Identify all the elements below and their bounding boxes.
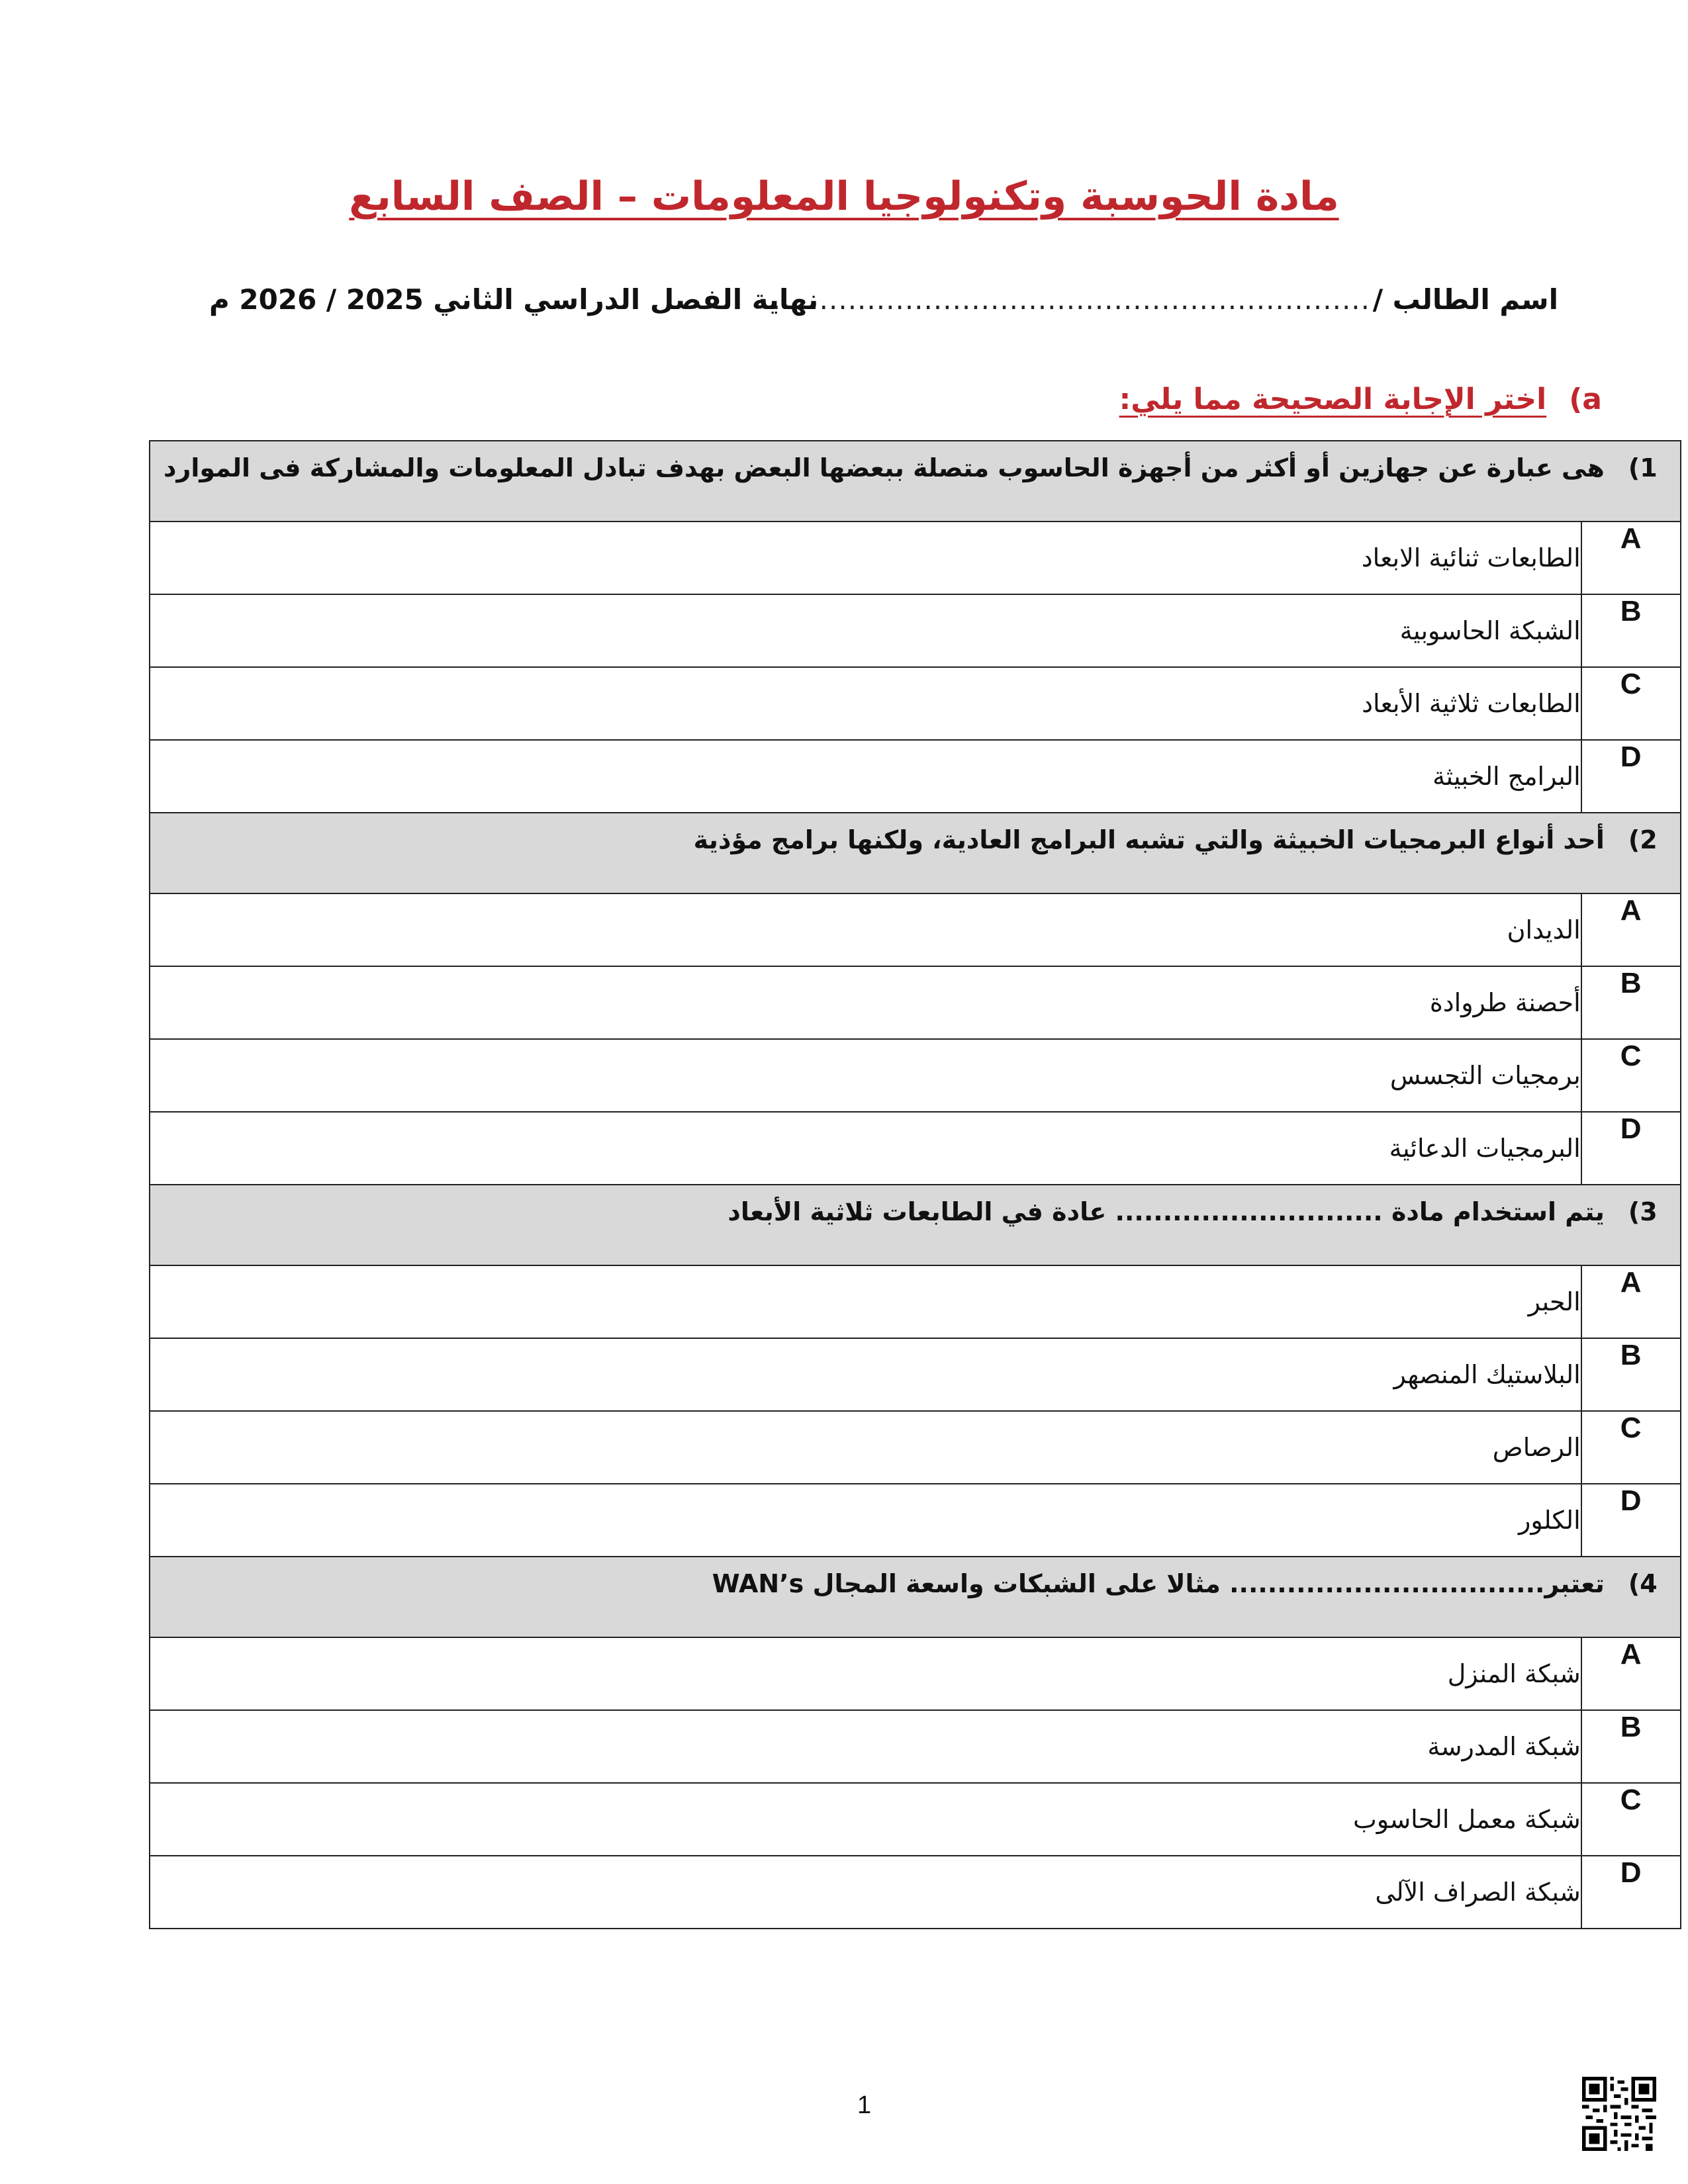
student-name-blank: ............................................................... bbox=[771, 283, 1370, 316]
option-letter: A bbox=[1581, 522, 1681, 594]
option-text: شبكة المدرسة bbox=[150, 1710, 1581, 1783]
option-row[interactable] bbox=[150, 1112, 1681, 1185]
option-letter: A bbox=[1581, 1637, 1681, 1710]
option-row[interactable] bbox=[150, 893, 1681, 966]
option-letter: C bbox=[1581, 1039, 1681, 1112]
option-letter: B bbox=[1581, 1338, 1681, 1411]
question-row bbox=[150, 1557, 1681, 1637]
section-instruction: اختر الإجابة الصحيحة مما يلي: bbox=[1119, 383, 1547, 416]
option-text: برمجيات التجسس bbox=[150, 1039, 1581, 1112]
option-letter: D bbox=[1581, 740, 1681, 813]
option-letter: D bbox=[1581, 1112, 1681, 1185]
option-text: الطابعات ثلاثية الأبعاد bbox=[150, 667, 1581, 740]
option-row[interactable] bbox=[150, 1411, 1681, 1484]
question-text: 3)يتم استخدام مادة ............................ عادة في الطابعات ثلاثية الأبعاد bbox=[727, 1197, 1658, 1226]
page-title: مادة الحوسبة وتكنولوجيا المعلومات – الصف السابع bbox=[349, 173, 1339, 220]
option-letter: B bbox=[1581, 594, 1681, 667]
option-text: الكلور bbox=[150, 1484, 1581, 1557]
option-letter: D bbox=[1581, 1484, 1681, 1557]
option-row[interactable] bbox=[150, 594, 1681, 667]
section-letter: a) bbox=[1569, 383, 1602, 416]
option-row[interactable] bbox=[150, 1265, 1681, 1338]
option-row[interactable] bbox=[150, 1783, 1681, 1856]
page-number: 1 bbox=[857, 2091, 872, 2119]
option-row[interactable] bbox=[150, 667, 1681, 740]
student-name-label: اسم الطالب / bbox=[1372, 283, 1558, 316]
question-row bbox=[150, 813, 1681, 893]
option-letter: D bbox=[1581, 1856, 1681, 1929]
qr-code-icon bbox=[1582, 2077, 1656, 2151]
question-number: 4) bbox=[1628, 1569, 1658, 1598]
option-text: الديدان bbox=[150, 893, 1581, 966]
question-number: 3) bbox=[1628, 1197, 1658, 1226]
option-text: شبكة معمل الحاسوب bbox=[150, 1783, 1581, 1856]
question-row bbox=[150, 1185, 1681, 1265]
question-text: 4)تعتبر................................. مثالا على الشبكات واسعة المجال WAN’s bbox=[712, 1569, 1658, 1598]
option-text: الحبر bbox=[150, 1265, 1581, 1338]
option-letter: C bbox=[1581, 1411, 1681, 1484]
option-text: شبكة المنزل bbox=[150, 1637, 1581, 1710]
option-row[interactable] bbox=[150, 1710, 1681, 1783]
option-letter: B bbox=[1581, 1710, 1681, 1783]
option-letter: B bbox=[1581, 966, 1681, 1039]
option-text: البرامج الخبيثة bbox=[150, 740, 1581, 813]
option-letter: C bbox=[1581, 1783, 1681, 1856]
term-label: نهاية الفصل الدراسي الثاني 2025 / 2026 م bbox=[209, 283, 819, 316]
option-row[interactable] bbox=[150, 522, 1681, 594]
option-row[interactable] bbox=[150, 1484, 1681, 1557]
option-letter: A bbox=[1581, 1265, 1681, 1338]
questions-table bbox=[149, 440, 1681, 1929]
option-row[interactable] bbox=[150, 966, 1681, 1039]
question-text: 1)هى عبارة عن جهازين أو أكثر من أجهزة الحاسوب متصلة ببعضها البعض بهدف تبادل المعلومات والمشاركة فى الموارد bbox=[164, 453, 1658, 482]
question-number: 1) bbox=[1628, 453, 1658, 482]
question-row bbox=[150, 441, 1681, 522]
option-text: الشبكة الحاسوبية bbox=[150, 594, 1581, 667]
question-number: 2) bbox=[1628, 825, 1658, 854]
option-letter: A bbox=[1581, 893, 1681, 966]
option-text: الطابعات ثنائية الابعاد bbox=[150, 522, 1581, 594]
option-text: شبكة الصراف الآلى bbox=[150, 1856, 1581, 1929]
option-letter: C bbox=[1581, 667, 1681, 740]
option-row[interactable] bbox=[150, 1856, 1681, 1929]
option-row[interactable] bbox=[150, 740, 1681, 813]
option-text: الرصاص bbox=[150, 1411, 1581, 1484]
option-row[interactable] bbox=[150, 1338, 1681, 1411]
question-text: 2)أحد أنواع البرمجيات الخبيثة والتي تشبه البرامج العادية، ولكنها برامج مؤذية bbox=[693, 825, 1658, 854]
option-text: البرمجيات الدعائية bbox=[150, 1112, 1581, 1185]
option-row[interactable] bbox=[150, 1637, 1681, 1710]
option-row[interactable] bbox=[150, 1039, 1681, 1112]
section-heading bbox=[1119, 383, 1602, 416]
option-text: البلاستيك المنصهر bbox=[150, 1338, 1581, 1411]
option-text: أحصنة طروادة bbox=[150, 966, 1581, 1039]
